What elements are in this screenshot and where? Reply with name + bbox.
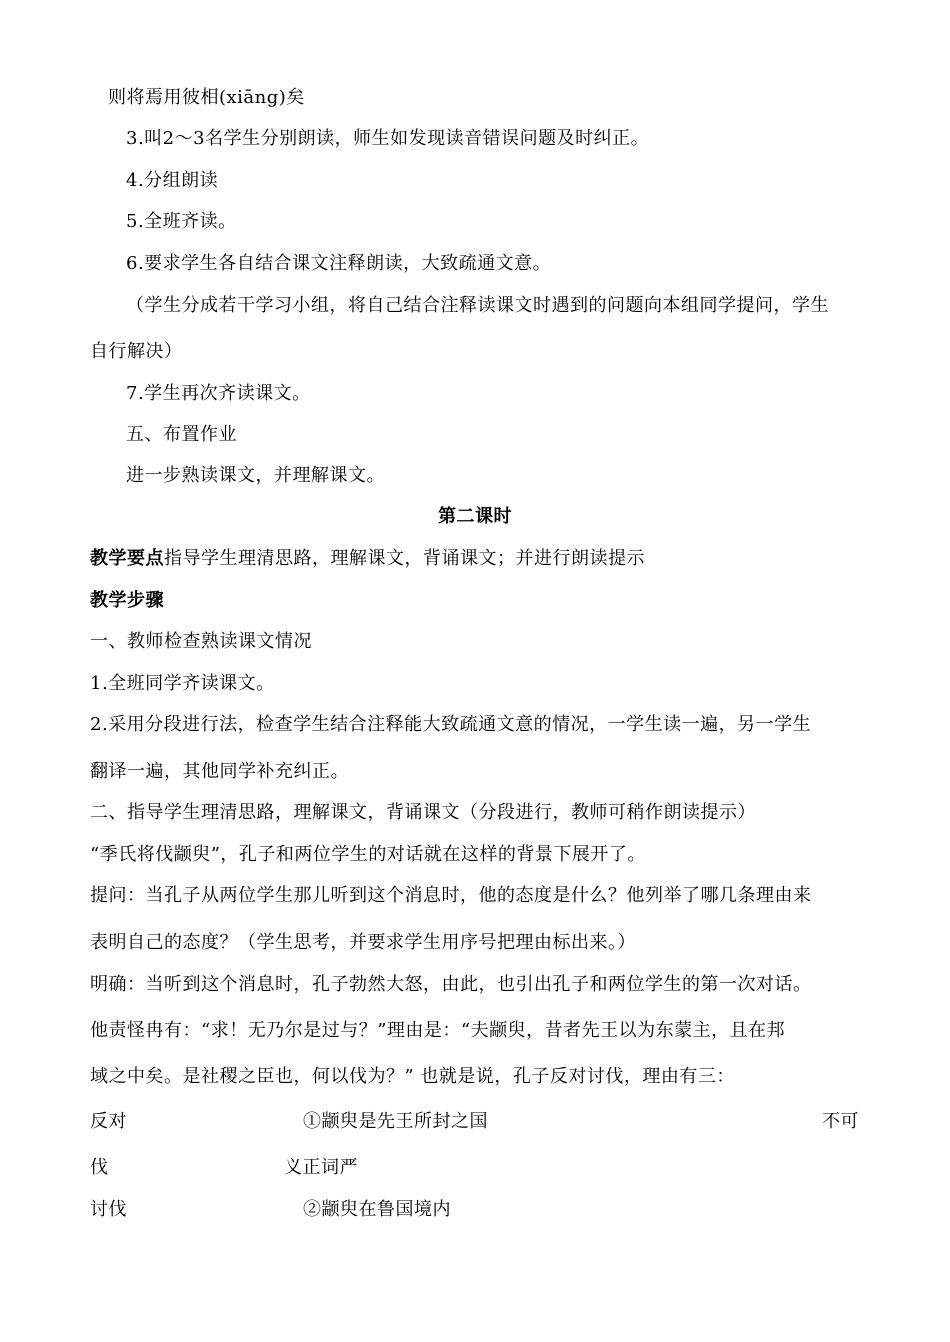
text-line: 自行解决） (90, 341, 183, 362)
answer-line: 明确：当听到这个消息时，孔子勃然大怒，由此，也引出孔子和两位学生的第一次对话。 (90, 974, 812, 995)
text-line: 翻译一遍，其他同学补充纠正。 (90, 761, 349, 782)
text-line: 5.全班齐读。 (126, 211, 237, 232)
diagram-label: 讨伐 (90, 1199, 127, 1220)
text-line: 4.分组朗读 (126, 170, 219, 191)
text-line: 3.叫2～3名学生分别朗读，师生如发现读音错误问题及时纠正。 (126, 128, 650, 149)
diagram-label: 不可 (822, 1111, 859, 1132)
answer-line: 域之中矣。是社稷之臣也，何以伐为？” 也就是说，孔子反对讨伐，理由有三： (90, 1066, 735, 1087)
question-line: 表明自己的态度？（学生思考，并要求学生用序号把理由标出来。） (90, 932, 636, 953)
text-line: 二、指导学生理清思路，理解课文，背诵课文（分段进行，教师可稍作朗读提示） (90, 802, 756, 823)
text-line: 五、布置作业 (126, 424, 237, 445)
teaching-points (90, 548, 645, 570)
text-line: 7.学生再次齐读课文。 (126, 383, 311, 404)
teaching-points-label: 教学要点 (90, 548, 164, 569)
text-line: 进一步熟读课文，并理解课文。 (126, 465, 385, 486)
question-line: 提问：当孔子从两位学生那儿听到这个消息时，他的态度是什么？他列举了哪几条理由来 (90, 885, 812, 906)
section-title: 第二课时 (438, 506, 512, 527)
text-line: 1.全班同学齐读课文。 (90, 673, 275, 694)
text-line: “季氏将伐颛臾”，孔子和两位学生的对话就在这样的背景下展开了。 (90, 844, 646, 865)
text-line: 6.要求学生各自结合课文注释朗读，大致疏通文意。 (126, 253, 552, 274)
steps-heading: 教学步骤 (90, 590, 164, 611)
diagram-reason: ②颛臾在鲁国境内 (303, 1199, 451, 1220)
diagram-note: 义正词严 (284, 1157, 358, 1178)
text-line: 一、教师检查熟读课文情况 (90, 631, 312, 652)
diagram-label: 反对 (90, 1111, 127, 1132)
answer-line: 他责怪冉有：“求！无乃尔是过与？”理由是：“夫颛臾，昔者先王以为东蒙主，且在邦 (90, 1020, 786, 1041)
text-line: 则将焉用彼相(xiāng)矣 (108, 87, 305, 108)
teaching-points-text: 指导学生理清思路，理解课文，背诵课文；并进行朗读提示 (164, 548, 645, 569)
diagram-reason: ①颛臾是先王所封之国 (303, 1111, 488, 1132)
text-line: （学生分成若干学习小组，将自己结合注释读课文时遇到的问题向本组同学提问，学生 (126, 295, 829, 316)
text-line: 2.采用分段进行法，检查学生结合注释能大致疏通文意的情况，一学生读一遍，另一学生 (90, 714, 812, 735)
diagram-label: 伐 (90, 1157, 109, 1178)
